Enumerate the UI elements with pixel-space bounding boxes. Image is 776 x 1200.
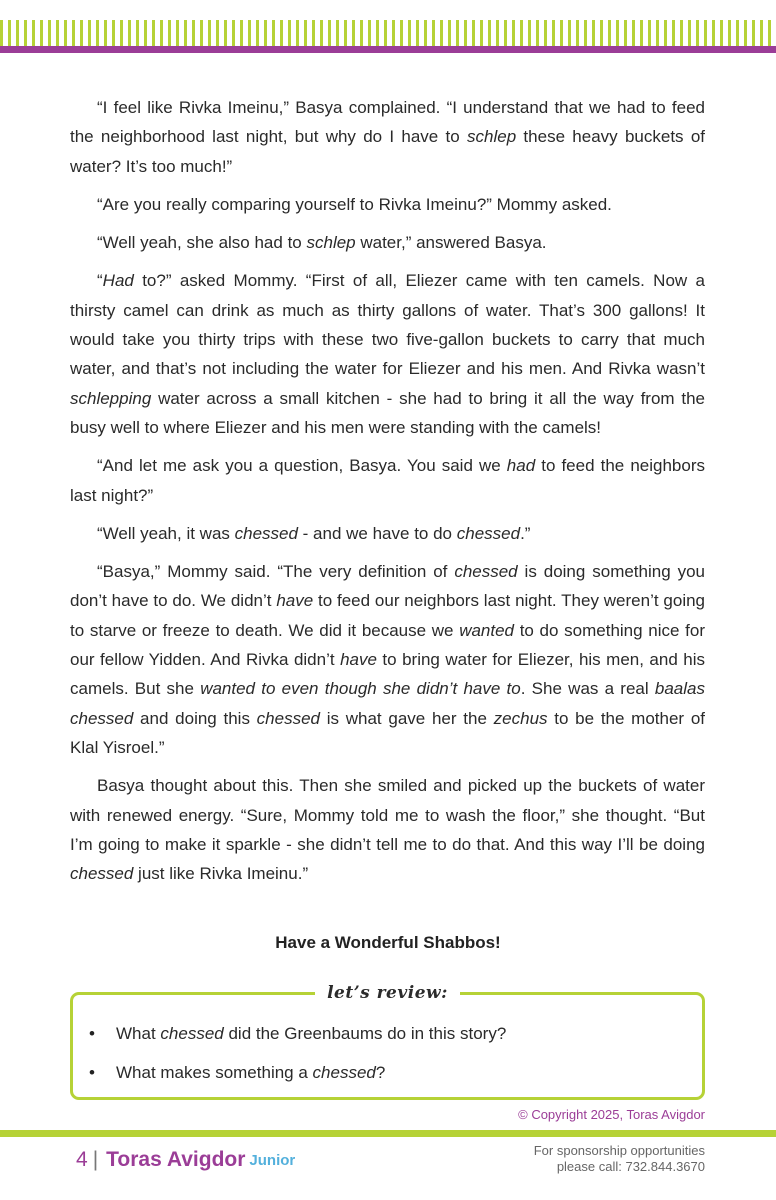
brand-name: Toras Avigdor bbox=[106, 1148, 246, 1171]
sponsorship-info bbox=[534, 1143, 705, 1175]
story-paragraph: “And let me ask you a question, Basya. You said we had to feed the neighbors last night?” bbox=[70, 456, 705, 505]
sponsorship-line: For sponsorship opportunities bbox=[533, 1143, 705, 1158]
bottom-lime-bar bbox=[0, 1130, 776, 1137]
footer-brand bbox=[76, 1146, 295, 1174]
review-box bbox=[70, 983, 705, 1100]
story-paragraph: “Basya,” Mommy said. “The very definition of chessed is doing something you don’t have to do. We didn’t have to feed our neighbors last night. They weren’t going to starve or freeze to death. We did it because we wanted to do something nice for our fellow Yidden. And Rivka didn’t have to bring water for Eliezer, his men, and his camels. But she wanted to even though she didn’t have to. She was a real baalas chessed and doing this chessed is what gave her the zechus to be the mother of Klal Yisroel.” bbox=[70, 562, 706, 757]
closing-greeting: Have a Wonderful Shabbos! bbox=[275, 933, 501, 952]
review-title bbox=[73, 981, 702, 1005]
review-list bbox=[89, 1022, 506, 1100]
story-paragraph: Basya thought about this. Then she smiled and picked up the buckets of water with renewed energy. “Sure, Mommy told me to wash the floor,” she thought. “But I’m going to make it sparkle - she didn’t tell me to do that. And this way I’ll be doing chessed just like Rivka Imeinu.” bbox=[70, 776, 705, 884]
brand-subtitle: Junior bbox=[249, 1151, 296, 1169]
review-item: • What makes something a chessed? bbox=[89, 1061, 506, 1100]
story-paragraph: “Well yeah, she also had to schlep water,” answered Basya. bbox=[97, 233, 547, 253]
review-item: • What chessed did the Greenbaums do in this story? bbox=[89, 1022, 506, 1061]
review-title-text: let’s review: bbox=[315, 981, 460, 1005]
story-paragraph: “Had to?” asked Mommy. “First of all, Eliezer came with ten camels. Now a thirsty camel can drink as much as thirty gallons of water. That’s 300 gallons! It would take you thirty trips with these two five-gallon buckets to carry that much water, and that’s not including the water for Eliezer and his men. And Rivka wasn’t schlepping water across a small kitchen - she had to bring it all the way from the busy well to where Eliezer and his men were standing with the camels! bbox=[70, 271, 705, 437]
story-paragraph: “I feel like Rivka Imeinu,” Basya complained. “I understand that we had to feed the neighborhood last night, but why do I have to schlep these heavy buckets of water? It’s too much!” bbox=[70, 98, 705, 176]
top-purple-bar bbox=[0, 46, 776, 53]
page-number: 4 bbox=[76, 1148, 88, 1171]
story-paragraph: “Are you really comparing yourself to Rivka Imeinu?” Mommy asked. bbox=[97, 194, 612, 214]
story-text bbox=[70, 93, 705, 888]
top-stripe-decoration bbox=[0, 20, 776, 46]
story-paragraph: “Well yeah, it was chessed - and we have to do chessed.” bbox=[97, 523, 531, 543]
sponsorship-phone: please call: 732.844.3670 bbox=[556, 1159, 705, 1174]
footer-separator: | bbox=[92, 1148, 99, 1171]
copyright-notice: © Copyright 2025, Toras Avigdor bbox=[518, 1107, 705, 1122]
